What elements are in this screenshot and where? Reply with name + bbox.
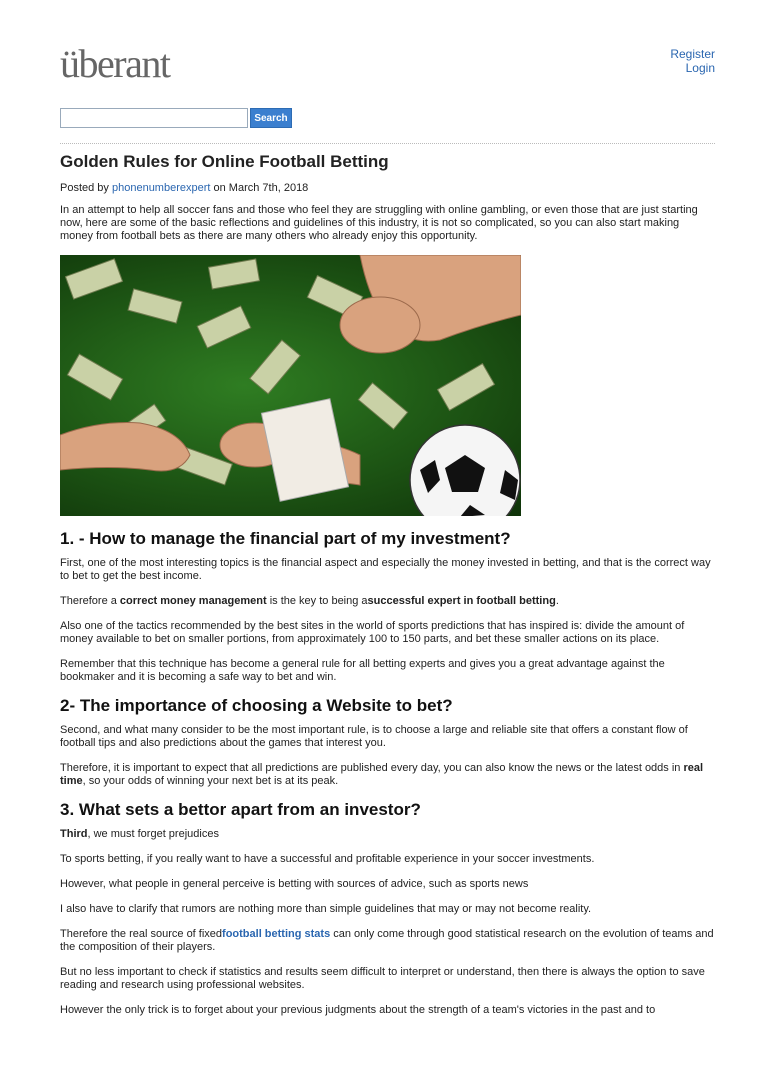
emphasis-third: Third <box>60 828 88 840</box>
search-button[interactable]: Search <box>250 108 292 128</box>
emphasis-real-time: real time <box>60 762 704 787</box>
section-3-paragraph-6: But no less important to check if statistics and results seem difficult to interpret or understand, then there is always the option to save reading and research using professional websites. <box>60 966 705 991</box>
search-input[interactable] <box>60 108 248 128</box>
header-divider <box>60 143 715 144</box>
emphasis-money-management: correct money management <box>119 595 267 607</box>
search-bar <box>60 108 292 128</box>
article-title: Golden Rules for Online Football Betting <box>60 152 389 171</box>
section-3-paragraph-3: However, what people in general perceive is betting with sources of advice, such as sports news <box>60 878 529 890</box>
text-span: Therefore a <box>60 595 120 607</box>
money-football-illustration <box>60 255 521 516</box>
text-span: , we must forget prejudices <box>87 828 219 840</box>
text-span: Therefore, it is important to expect that all predictions are published every day, you can also know the news or the latest odds in <box>60 762 684 774</box>
section-1-heading: 1. - How to manage the financial part of my investment? <box>60 529 511 548</box>
post-date: on March 7th, 2018 <box>213 182 309 194</box>
section-1-paragraph-3: Also one of the tactics recommended by the best sites in the world of sports predictions that has inspired is: divide the amount of money available to bet on smaller portions, from approximately 100 to 150 parts, and bet these smaller actions on its place. <box>60 620 685 645</box>
section-2-paragraph-2 <box>60 762 715 788</box>
section-3-heading: 3. What sets a bettor apart from an investor? <box>60 800 421 819</box>
auth-links <box>670 47 715 75</box>
author-link[interactable]: phonenumberexpert <box>111 182 211 194</box>
section-1-paragraph-2 <box>60 595 715 608</box>
section-2-paragraph-1: Second, and what many consider to be the most important rule, is to choose a large and reliable site that offers a constant flow of football tips and also predictions about the games that interest you. <box>60 724 688 749</box>
site-logo[interactable]: überant <box>60 41 170 86</box>
post-meta <box>60 182 715 194</box>
text-span: is the key to being a <box>266 595 368 607</box>
section-3-paragraph-7: However the only trick is to forget about your previous judgments about the strength of a team's victories in the past and to <box>60 1004 656 1016</box>
emphasis-successful-expert: successful expert in football betting <box>367 595 556 607</box>
section-3-paragraph-2: To sports betting, if you really want to have a successful and profitable experience in your soccer investments. <box>60 853 595 865</box>
section-3-paragraph-5 <box>60 928 715 954</box>
hero-image <box>60 255 521 516</box>
text-span: Therefore the real source of fixed <box>60 928 223 940</box>
section-1-paragraph-4: Remember that this technique has become a general rule for all betting experts and gives you a great advantage against the bookmaker and it is becoming a safe way to bet and win. <box>60 658 665 683</box>
text-span: can only come through good statistical research on the evolution of teams and the composition of their players. <box>60 928 714 953</box>
section-3-paragraph-4: I also have to clarify that rumors are nothing more than simple guidelines that may or may not become reality. <box>60 903 592 915</box>
text-span: , so your odds of winning your next bet is at its peak. <box>82 775 339 787</box>
text-span: . <box>555 595 559 607</box>
section-1-paragraph-1: First, one of the most interesting topics is the financial aspect and especially the money invested in betting, and that is the correct way to bet to get the best income. <box>60 557 711 582</box>
posted-by-label: Posted by <box>60 182 109 194</box>
register-link[interactable]: Register <box>670 47 715 61</box>
login-link[interactable]: Login <box>685 61 715 75</box>
football-betting-stats-link[interactable]: football betting stats <box>222 928 331 940</box>
section-3-paragraph-1 <box>60 828 715 841</box>
intro-paragraph: In an attempt to help all soccer fans and those who feel they are struggling with online gambling, or even those that are just starting now, here are some of the basic reflections and guidelines of this industry, it is not so complicated, so you can also start making money from football bets as there are many others who already enjoy this opportunity. <box>60 204 698 242</box>
article <box>60 152 715 1029</box>
section-2-heading: 2- The importance of choosing a Website to bet? <box>60 696 453 715</box>
